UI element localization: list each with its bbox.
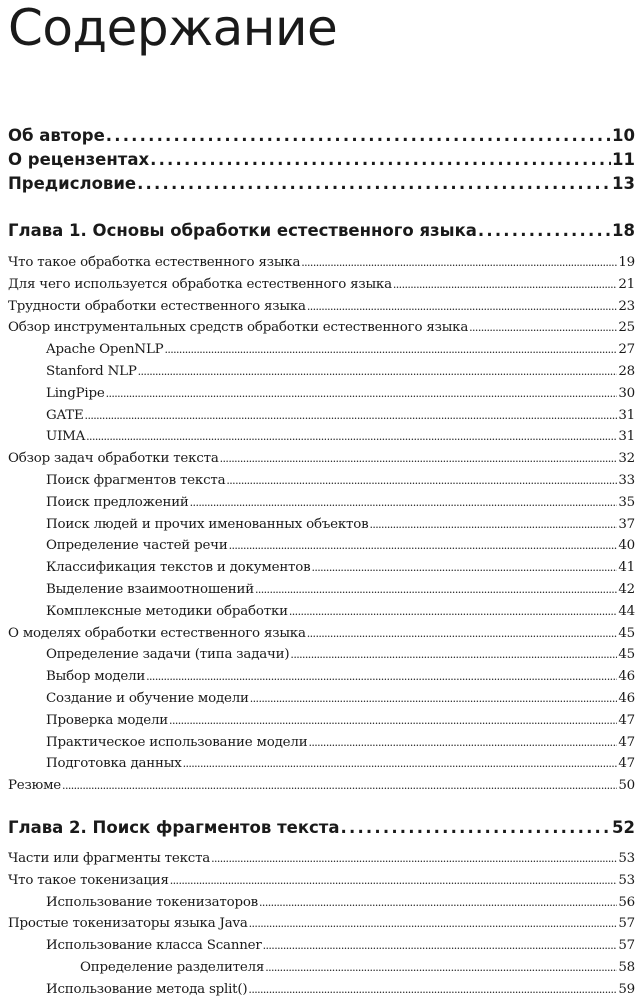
page-number: 44: [618, 603, 635, 619]
toc-entry: [0, 426, 635, 448]
page-number: 50: [618, 778, 635, 794]
page-number: 10: [612, 126, 635, 145]
toc-entry: [0, 383, 635, 405]
toc-entry-label: Об авторе: [8, 126, 105, 145]
dot-leader: [106, 125, 611, 147]
toc-entry: [0, 601, 635, 623]
page-number: 52: [612, 818, 635, 837]
toc-entry: [0, 979, 635, 1000]
dot-leader: [469, 317, 617, 339]
dot-leader: [138, 361, 618, 383]
toc-entry-label: Поиск фрагментов текста: [46, 473, 226, 488]
dot-leader: [170, 870, 618, 892]
toc-entry-label: О моделях обработки естественного языка: [8, 625, 306, 641]
toc-entry-label: LingPipe: [46, 385, 105, 401]
toc-entry: [0, 710, 635, 732]
page-number: 19: [618, 255, 635, 270]
toc-entry-label: Определение разделителя: [80, 960, 265, 975]
toc-entry-label: Определение частей речи: [46, 538, 228, 554]
toc-entry: [0, 535, 635, 557]
chapter-heading: [0, 220, 635, 242]
page-number: 13: [612, 174, 635, 193]
dot-leader: [248, 979, 617, 1000]
toc-entry-label: Части или фрагменты текста: [8, 851, 211, 866]
toc-entry-label: Что такое токенизация: [8, 872, 169, 888]
toc-entry: [0, 557, 635, 579]
dot-leader: [311, 557, 617, 579]
toc-front-item: [0, 125, 635, 147]
dot-leader: [259, 892, 617, 914]
toc-entry-label: Использование токенизаторов: [46, 894, 259, 910]
toc-entry: [0, 317, 635, 339]
toc-entry: [0, 732, 635, 754]
dot-leader: [249, 913, 618, 935]
toc-entry-label: О рецензентах: [8, 150, 150, 169]
page-number: 21: [618, 276, 635, 292]
toc-front-item: [0, 173, 635, 195]
page-number: 57: [618, 916, 635, 932]
toc-entry: [0, 775, 635, 797]
page-number: 28: [618, 364, 635, 379]
dot-leader: [146, 666, 617, 688]
dot-leader: [137, 173, 611, 195]
toc-entry: [0, 296, 635, 318]
toc-entry-label: Простые токенизаторы языка Java: [8, 916, 248, 932]
page-number: 53: [618, 851, 635, 866]
toc-entry-label: Комплексные методики обработки: [46, 603, 288, 619]
dot-leader: [255, 579, 617, 601]
page-number: 46: [618, 691, 635, 706]
toc-entry: [0, 470, 635, 492]
page-number: 33: [618, 473, 635, 488]
toc-entry-label: Использование класса Scanner: [46, 938, 262, 954]
page-number: 31: [618, 407, 635, 423]
toc-entry-label: Глава 2. Поиск фрагментов текста: [8, 818, 340, 837]
dot-leader: [183, 753, 618, 775]
toc-entry: [0, 623, 635, 645]
toc-entry-label: Обзор задач обработки текста: [8, 451, 219, 467]
dot-leader: [226, 470, 617, 492]
toc-entry-label: Stanford NLP: [46, 364, 137, 379]
dot-leader: [169, 710, 617, 732]
dot-leader: [86, 426, 617, 448]
page-number: 42: [618, 582, 635, 597]
page-number: 18: [612, 221, 635, 240]
dot-leader: [190, 492, 618, 514]
page-number: 37: [618, 516, 635, 532]
toc-entry: [0, 688, 635, 710]
dot-leader: [106, 383, 618, 405]
toc-entry: [0, 274, 635, 296]
page-number: 56: [618, 894, 635, 910]
dot-leader: [229, 535, 618, 557]
dot-leader: [307, 623, 618, 645]
toc-entry-label: Использование метода split(): [46, 981, 248, 997]
dot-leader: [250, 688, 618, 710]
page-number: 46: [618, 669, 635, 685]
page-number: 11: [612, 150, 635, 169]
toc-entry: [0, 848, 635, 870]
toc-entry: [0, 870, 635, 892]
page-number: 47: [618, 756, 635, 772]
toc-entry-label: Создание и обучение модели: [46, 691, 249, 706]
dot-leader: [290, 644, 617, 666]
dot-leader: [341, 817, 612, 839]
toc-entry-label: Обзор инструментальных средств обработки естественного языка: [8, 320, 469, 336]
page-number: 32: [618, 451, 635, 467]
toc-entry-label: Классификация текстов и документов: [46, 560, 311, 576]
page-number: 58: [618, 960, 635, 975]
toc-entry: [0, 753, 635, 775]
toc-entry-label: Практическое использование модели: [46, 734, 308, 750]
toc-entry-label: Поиск людей и прочих именованных объектов: [46, 516, 369, 532]
toc-entry-label: Поиск предложений: [46, 494, 189, 510]
toc-entry: [0, 361, 635, 383]
toc-entry-label: UIMA: [46, 429, 86, 445]
dot-leader: [265, 957, 617, 979]
toc-entry-label: Трудности обработки естественного языка: [8, 298, 306, 314]
page-title: Содержание: [8, 0, 338, 57]
dot-leader: [164, 339, 617, 361]
toc-entry: [0, 339, 635, 361]
page-number: 47: [618, 734, 635, 750]
page-number: 53: [618, 872, 635, 888]
dot-leader: [308, 732, 617, 754]
toc-entry-label: Для чего используется обработка естественного языка: [8, 276, 392, 292]
toc-entry: [0, 448, 635, 470]
toc-entry: [0, 957, 635, 979]
page-number: 31: [618, 429, 635, 445]
page-number: 45: [618, 647, 635, 663]
page-number: 27: [618, 342, 635, 358]
page-number: 47: [618, 712, 635, 728]
toc-entry-label: Что такое обработка естественного языка: [8, 255, 301, 270]
toc-front-item: [0, 149, 635, 171]
toc-entry-label: Резюме: [8, 778, 62, 794]
page-number: 35: [618, 494, 635, 510]
dot-leader: [150, 149, 611, 171]
dot-leader: [393, 274, 617, 296]
toc-entry-label: Глава 1. Основы обработки естественного языка: [8, 221, 477, 240]
toc-entry-label: Выделение взаимоотношений: [46, 582, 254, 597]
page-number: 25: [618, 320, 635, 336]
toc-entry: [0, 935, 635, 957]
toc-entry: [0, 913, 635, 935]
toc-entry: [0, 892, 635, 914]
dot-leader: [62, 775, 617, 797]
toc-entry-label: Apache OpenNLP: [46, 342, 164, 358]
page-number: 41: [618, 560, 635, 576]
dot-leader: [220, 448, 618, 470]
dot-leader: [307, 296, 618, 318]
page-number: 45: [618, 625, 635, 641]
page-number: 40: [618, 538, 635, 554]
page-number: 59: [618, 981, 635, 997]
toc-entry-label: Выбор модели: [46, 669, 146, 685]
toc-entry: [0, 666, 635, 688]
toc-entry: [0, 492, 635, 514]
toc-entry-label: Предисловие: [8, 174, 137, 193]
dot-leader: [301, 252, 617, 274]
toc-entry: [0, 405, 635, 427]
dot-leader: [289, 601, 617, 623]
dot-leader: [85, 405, 618, 427]
page-number: 23: [618, 298, 635, 314]
toc-entry-label: Подготовка данных: [46, 756, 182, 772]
dot-leader: [478, 220, 611, 242]
toc-entry: [0, 252, 635, 274]
toc-entry-label: Определение задачи (типа задачи): [46, 647, 290, 663]
dot-leader: [369, 514, 617, 536]
dot-leader: [211, 848, 617, 870]
chapter-heading: [0, 817, 635, 839]
toc-entry: [0, 514, 635, 536]
toc-entry-label: Проверка модели: [46, 712, 169, 728]
page-number: 30: [618, 385, 635, 401]
toc-entry: [0, 579, 635, 601]
toc-entry-label: GATE: [46, 407, 84, 423]
page-number: 57: [618, 938, 635, 954]
dot-leader: [263, 935, 618, 957]
toc-entry: [0, 644, 635, 666]
